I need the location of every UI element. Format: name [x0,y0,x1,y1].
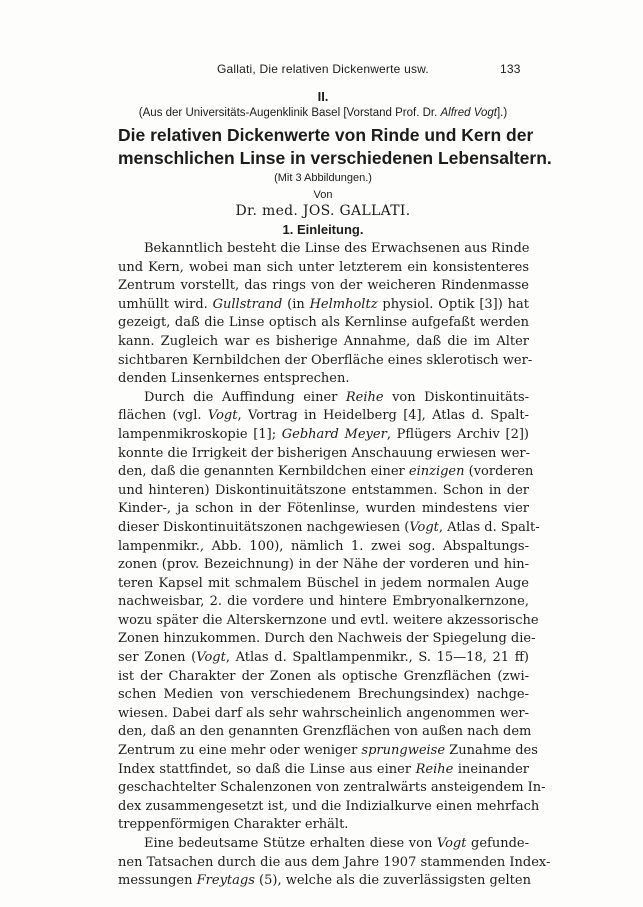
text-line: geschachtelter Schalenzonen von zentralwärts ansteigendem In- [118,780,546,796]
text-line: Kinder-, ja schon in der Fötenlinse, wurden mindestens vier [118,501,529,517]
text-line: umhüllt wird. Gullstrand (in Helmholtz physiol. Optik [3]) hat [118,296,529,312]
text-line: Zonen hinzukommen. Durch den Nachweis der Spiegelung die- [118,631,536,647]
text-line: Eine bedeutsame Stütze erhalten diese von Vogt gefunde- [144,836,529,851]
text-line: kann. Zugleich war es bisherige Annahme, daß die im Alter [118,333,529,349]
text-line: den, daß die genannten Kernbildchen einer einzigen (vorderen [118,464,534,480]
text-line: wozu später die Alterskernzone und evtl. weitere akzessorische [118,612,539,628]
running-header-title: Gallati, Die relativen Dickenwerte usw. [217,62,429,76]
text-line: und hinteren) Diskontinuitätszone entstammen. Schon in der [118,482,529,498]
text-line: lampenmikr., Abb. 100), nämlich 1. zwei sog. Abspaltungs- [118,538,529,554]
text-line: treppenförmigen Charakter erhält. [118,817,349,833]
text-line: Zentrum vorstellt, das rings von der weicheren Rindenmasse [118,278,529,294]
text-line: und Kern, wobei man sich unter letzterem ein konsistenteres [118,259,529,275]
article-title-line-2: menschlichen Linse in verschiedenen Lebensaltern. [118,148,552,168]
text-line: Index stattfindet, so daß die Linse aus einer Reihe ineinander [118,761,529,777]
text-line: lampenmikroskopie [1]; Gebhard Meyer, Pflügers Archiv [2]) [118,426,529,442]
text-line: konnte die Irrigkeit der bisherigen Anschauung erwiesen wer- [118,445,530,461]
text-line: dex zusammengesetzt ist, und die Indizialkurve einen mehrfach [118,798,540,814]
text-line: Durch die Auffindung einer Reihe von Diskontinuitäts- [144,389,530,405]
text-line: Bekanntlich besteht die Linse des Erwachsenen aus Rinde [144,241,530,256]
text-line: ser Zonen (Vogt, Atlas d. Spaltlampenmikr., S. 15—18, 21 ff) [118,650,530,666]
section-number: II. [317,89,329,104]
text-line: denden Linsenkernes entsprechen. [118,371,350,387]
text-line: wiesen. Dabei darf als sehr wahrscheinlich angenommen wer- [118,705,529,721]
text-line: zonen (prov. Bezeichnung) in der Nähe der vorderen und hin- [118,557,529,573]
page-number: 133 [500,62,521,76]
text-line: schen Medien von verschiedenem Brechungsindex) nachge- [118,687,529,703]
section-heading-einleitung: 1. Einleitung. [282,222,364,237]
text-line: sichtbaren Kernbildchen der Oberfläche eines sklerotisch wer- [118,352,533,368]
text-line: den, daß an den genannten Grenzflächen von außen nach dem [118,724,532,740]
text-line: gezeigt, daß die Linse optisch als Kernlinse aufgefaßt werden [118,315,529,331]
text-line: ist der Charakter der Zonen als optische Grenzflächen (zwi- [118,668,529,684]
text-line: Zentrum zu eine mehr oder weniger sprungweise Zunahme des [118,743,538,759]
by-label: Von [313,189,333,201]
text-line: messungen Freytags (5), welche als die zuverlässigsten gelten [118,873,531,889]
figures-note: (Mit 3 Abbildungen.) [274,172,372,184]
article-title-line-1: Die relativen Dickenwerte von Rinde und Kern der [118,125,534,145]
body-text [118,240,551,891]
text-line: dieser Diskontinuitätszonen nachgewiesen (Vogt, Atlas d. Spalt- [118,519,540,535]
author-name: Dr. med. JOS. GALLATI. [235,203,411,219]
text-line: teren Kapsel mit schmalem Büschel in jedem normalen Auge [118,575,529,591]
text-line: flächen (vgl. Vogt, Vortrag in Heidelberg [4], Atlas d. Spalt- [118,408,530,424]
source-note: (Aus der Universitäts-Augenklinik Basel [Vorstand Prof. Dr. Alfred Vogt].) [138,107,508,119]
text-line: nen Tatsachen durch die aus dem Jahre 1907 stammenden Index- [118,854,551,870]
text-line: nachweisbar, 2. die vordere und hintere Embryonalkernzone, [118,594,529,610]
